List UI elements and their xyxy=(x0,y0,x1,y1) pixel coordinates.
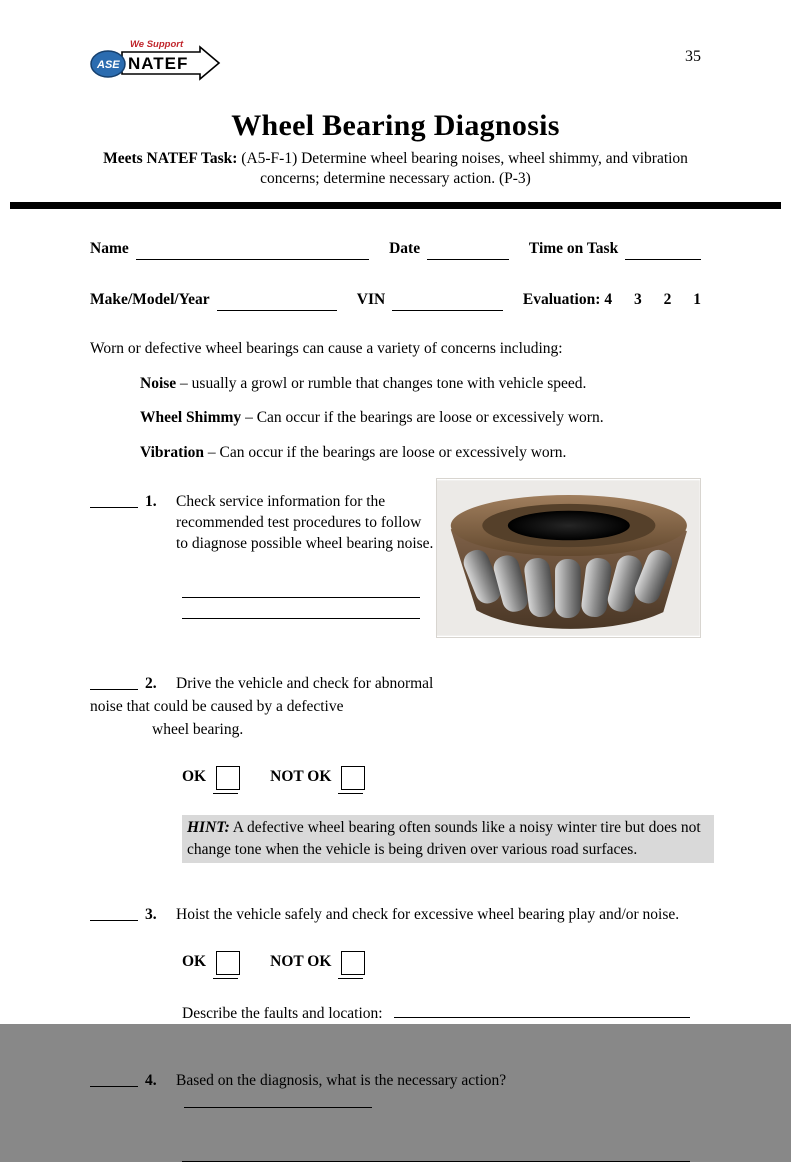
page-number: 35 xyxy=(685,48,701,65)
step1-answer-lines xyxy=(182,577,436,619)
step2-text-line3: wheel bearing. xyxy=(152,721,244,739)
step3-ok-checkbox[interactable] xyxy=(216,951,240,975)
step2-notok-checkbox[interactable] xyxy=(341,766,365,790)
intro-term: Noise xyxy=(140,374,177,392)
task-text-line2: concerns; determine necessary action. (P-3) xyxy=(260,169,531,187)
step-2-line xyxy=(90,674,701,695)
step4-answer-line-2[interactable] xyxy=(182,1141,690,1162)
step1-answer-line-1[interactable] xyxy=(182,577,420,598)
step-3-line xyxy=(90,905,701,926)
logo-natef-text: NATEF xyxy=(128,54,189,73)
describe-row xyxy=(182,1002,701,1025)
intro-desc: – Can occur if the bearings are loose or excessively worn. xyxy=(207,444,567,462)
step1-text: Check service information for the recommended test procedures to follow to diagnose possible wheel bearing noise. xyxy=(176,493,434,553)
vin-field[interactable] xyxy=(392,295,503,311)
divider-rule xyxy=(10,202,781,209)
step3-number: 3. xyxy=(145,906,157,924)
make-model-year-label: Make/Model/Year xyxy=(90,290,210,308)
step-1 xyxy=(90,492,701,638)
step3-text: Hoist the vehicle safely and check for excessive wheel bearing play and/or noise. xyxy=(176,906,680,924)
intro-lead: Worn or defective wheel bearings can cause a variety of concerns including: xyxy=(90,339,563,357)
not-ok-label: NOT OK xyxy=(270,952,332,970)
hint-note xyxy=(182,815,714,863)
intro-item-vibration xyxy=(140,443,701,464)
step3-notok-checkbox[interactable] xyxy=(341,951,365,975)
step-2 xyxy=(90,674,701,863)
natef-logo xyxy=(90,34,222,92)
natef-logo-graphic xyxy=(90,34,222,92)
step2-grade-blank[interactable] xyxy=(90,674,138,690)
time-on-task-field[interactable] xyxy=(625,244,701,260)
task-text-line1: (A5-F-1) Determine wheel bearing noises, wheel shimmy, and vibration xyxy=(241,149,688,167)
step-1-content xyxy=(90,492,436,638)
step4-number: 4. xyxy=(145,1071,157,1089)
step2-ok-checkbox[interactable] xyxy=(216,766,240,790)
step1-answer-line-2[interactable] xyxy=(182,598,420,619)
ok-label: OK xyxy=(182,952,207,970)
page-header xyxy=(90,34,701,92)
evaluation-scale[interactable]: 4 3 2 1 xyxy=(604,290,701,308)
logo-ase-text: ASE xyxy=(97,59,120,71)
step2-text-line2: noise that could be caused by a defective xyxy=(90,698,344,716)
step2-ok-row xyxy=(182,765,701,789)
intro-item-wheel-shimmy xyxy=(140,408,701,429)
name-date-row xyxy=(90,239,701,260)
wheel-bearing-photo xyxy=(436,478,701,638)
page-title: Wheel Bearing Diagnosis xyxy=(231,109,560,142)
evaluation-label: Evaluation: xyxy=(522,290,601,308)
step3-ok-row xyxy=(182,950,701,974)
step1-number: 1. xyxy=(145,493,157,511)
step4-text: Based on the diagnosis, what is the necessary action? xyxy=(176,1071,507,1089)
step-3 xyxy=(90,905,701,1025)
date-label: Date xyxy=(389,239,421,257)
step4-grade-blank[interactable] xyxy=(90,1071,138,1087)
step1-grade-blank[interactable] xyxy=(90,492,138,508)
describe-faults-field[interactable] xyxy=(394,1002,690,1018)
intro-desc: – usually a growl or rumble that changes tone with vehicle speed. xyxy=(180,374,587,392)
hint-text: A defective wheel bearing often sounds like a noisy winter tire but does not change tone when the vehicle is being driven over various road surfaces. xyxy=(187,819,701,859)
make-model-year-field[interactable] xyxy=(217,295,337,311)
natef-task-statement xyxy=(90,149,701,189)
step4-text-wrap xyxy=(176,1071,701,1115)
ok-label: OK xyxy=(182,767,207,785)
intro-term: Vibration xyxy=(140,444,205,462)
step4-answer-field[interactable] xyxy=(184,1092,372,1108)
step3-grade-blank[interactable] xyxy=(90,905,138,921)
hint-label: HINT: xyxy=(187,819,230,837)
task-label: Meets NATEF Task: xyxy=(103,149,238,167)
step-4 xyxy=(90,1071,701,1162)
date-field[interactable] xyxy=(427,244,509,260)
step2-number: 2. xyxy=(145,675,157,693)
step2-text-line1: Drive the vehicle and check for abnormal xyxy=(176,675,434,693)
intro-term: Wheel Shimmy xyxy=(140,409,242,427)
step-4-line xyxy=(90,1071,701,1115)
name-label: Name xyxy=(90,239,129,257)
vehicle-row xyxy=(90,290,701,311)
name-field[interactable] xyxy=(136,244,369,260)
time-on-task-label: Time on Task xyxy=(528,239,619,257)
logo-we-support-text: We Support xyxy=(130,39,184,50)
intro-desc: – Can occur if the bearings are loose or excessively worn. xyxy=(245,409,604,427)
describe-label: Describe the faults and location: xyxy=(182,1005,383,1022)
step-1-line xyxy=(90,492,436,555)
vin-label: VIN xyxy=(356,290,386,308)
intro-item-noise xyxy=(140,374,701,395)
not-ok-label: NOT OK xyxy=(270,767,332,785)
